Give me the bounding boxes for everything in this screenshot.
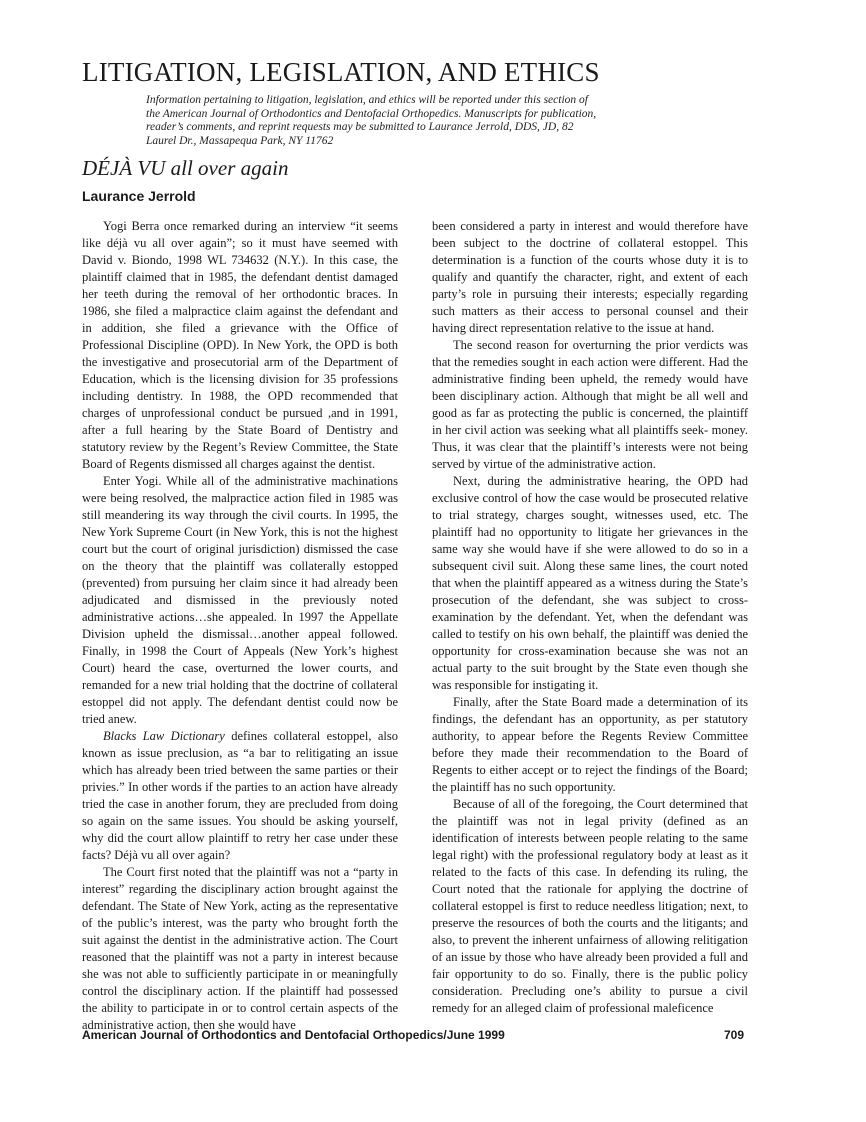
footer-journal: American Journal of Orthodontics and Dentofacial Orthopedics/June 1999 [82,1028,505,1042]
section-note: Information pertaining to litigation, legislation, and ethics will be reported under this section of the American Journal of Orthodontics and Dentofacial Orthopedics. Manuscripts for publication, reader’s comments, and reprint requests may be submitted to Laurance Jerrold, DDS, JD, 82 Laurel Dr., Massapequa Park, NY 11762 [146,94,597,147]
book-title: Blacks Law Dictionary [103,729,225,743]
author-name: Laurance Jerrold [82,188,196,204]
paragraph: Because of all of the foregoing, the Court determined that the plaintiff was not in legal privity (defined as an identification of interests between people relating to the same legal right) with the professional regulatory body at least as it related to the facts of this case. In defending its ruling, the Court noted that the rationale for applying the doctrine of collateral estoppel is first to reduce needless litigation; next, to preserve the resources of both the courts and the litigants; and also, to prevent the inherent unfairness of allowing relitigation of an issue by those who have already been provided a full and fair opportunity to do so. Finally, there is the public policy consideration. Precluding one’s ability to pursue a civil remedy for an alleged claim of professional maleficence [432,797,748,1015]
page-number: 709 [723,1028,744,1042]
paragraph-continued: been considered a party in interest and would therefore have been subject to the doctrine of collateral estoppel. This determination is a function of the courts whose duty it is to qualify and quantify the character, right, and extent of each party’s role in pursuing their interests; especially regarding such matters as their access to personal counsel and their having direct representation relative to the issue at hand. [432,219,748,335]
paragraph: Yogi Berra once remarked during an interview “it seems like déjà vu all over again”; so it must have seemed with David v. Biondo, 1998 WL 734632 (N.Y.). In this case, the plaintiff claimed that in 1985, the defendant dentist damaged her teeth during the removal of her orthodontic braces. In 1986, she filed a malpractice claim against the defendant and in addition, she filed a grievance with the Office of Professional Discipline (OPD). In New York, the OPD is both the investigative and prosecutorial arm of the Department of Education, which is the licensing division for 35 professions including dentistry. In 1988, the OPD recommended that charges of unprofessional conduct be pursued ,and in 1991, after a full hearing by the State Board of Dentistry and statutory review by the Regent’s Review Committee, the State Board of Regents dismissed all charges against the dentist. [82,219,398,471]
paragraph: The Court first noted that the plaintiff was not a “party in interest” regarding the disciplinary action brought against the defendant. The State of New York, acting as the representative of the public’s interest, was the party who brought forth the suit against the dentist in the administrative action. The Court reasoned that the plaintiff was not a party in interest because she was not able to sufficiently participate in or meaningfully control the disciplinary action. If the plaintiff had possessed the ability to participate in or to control certain aspects of the administrative action, then she would have [82,865,398,1032]
paragraph: Enter Yogi. While all of the administrative machinations were being resolved, the malpractice action filed in 1985 was still meandering its way through the civil courts. In 1995, the New York Supreme Court (in New York, this is not the highest court but the court of original jurisdiction) dismissed the case on the theory that the plaintiff was collaterally estopped (prevented) from pursuing her claim since it had already been adjudicated and dismissed in the previously noted administrative actions…she appealed. In 1997 the Appellate Division upheld the dismissal…another appeal followed. Finally, in 1998 the Court of Appeals (New York’s highest Court) heard the case, overturned the lower courts, and remanded for a new trial holding that the doctrine of collateral estoppel did not apply. The defendant dentist could now be tried anew. [82,474,398,726]
paragraph [82,728,398,864]
paragraph: The second reason for overturning the prior verdicts was that the remedies sought in each action were different. Had the administrative finding been upheld, the remedy would have been disciplinary action. Although that might be all well and good as far as protecting the public is concerned, the plaintiff in her civil action was seeking what all plaintiffs seek- money. Thus, it was clear that the plaintiff’s interests were not being served by virtue of the administrative action. [432,338,748,471]
section-title: LITIGATION, LEGISLATION, AND ETHICS [82,57,600,87]
left-column [82,218,398,1032]
paragraph: Finally, after the State Board made a determination of its findings, the defendant has an opportunity, as per statutory authority, to appear before the Regents Review Committee before they made their recommendation to the Board of Regents to either accept or to reject the findings of the Board; the plaintiff has no such opportunity. [432,695,748,794]
article-title: DÉJÀ VU all over again [82,156,289,180]
paragraph: Next, during the administrative hearing, the OPD had exclusive control of how the case would be prosecuted relative to trial strategy, charges sought, witnesses used, etc. The plaintiff had no opportunity to litigate her grievances in the same way she would have if she were allowed to do so in a subsequent civil suit. Along these same lines, the court noted that when the plaintiff appeared as a witness during the State’s prosecution of the defendant, she was subject to cross-examination by the defendant. Yet, when the defendant was called to testify on his own behalf, the plaintiff was denied the opportunity for cross-examination because she was not an actual party to the suit brought by the State even though she was responsible for instigating it. [432,474,748,692]
paragraph-text: defines collateral estoppel, also known as issue preclusion, as “a bar to relitigating an issue which has already been tried between the same parties or their privies.” In other words if the parties to an action have already tried the case in another forum, they are precluded from doing so again on the same issues. You should be asking yourself, why did the court allow plaintiff to retry her case under these facts? Déjà vu all over again? [82,729,398,862]
right-column [432,218,748,1018]
